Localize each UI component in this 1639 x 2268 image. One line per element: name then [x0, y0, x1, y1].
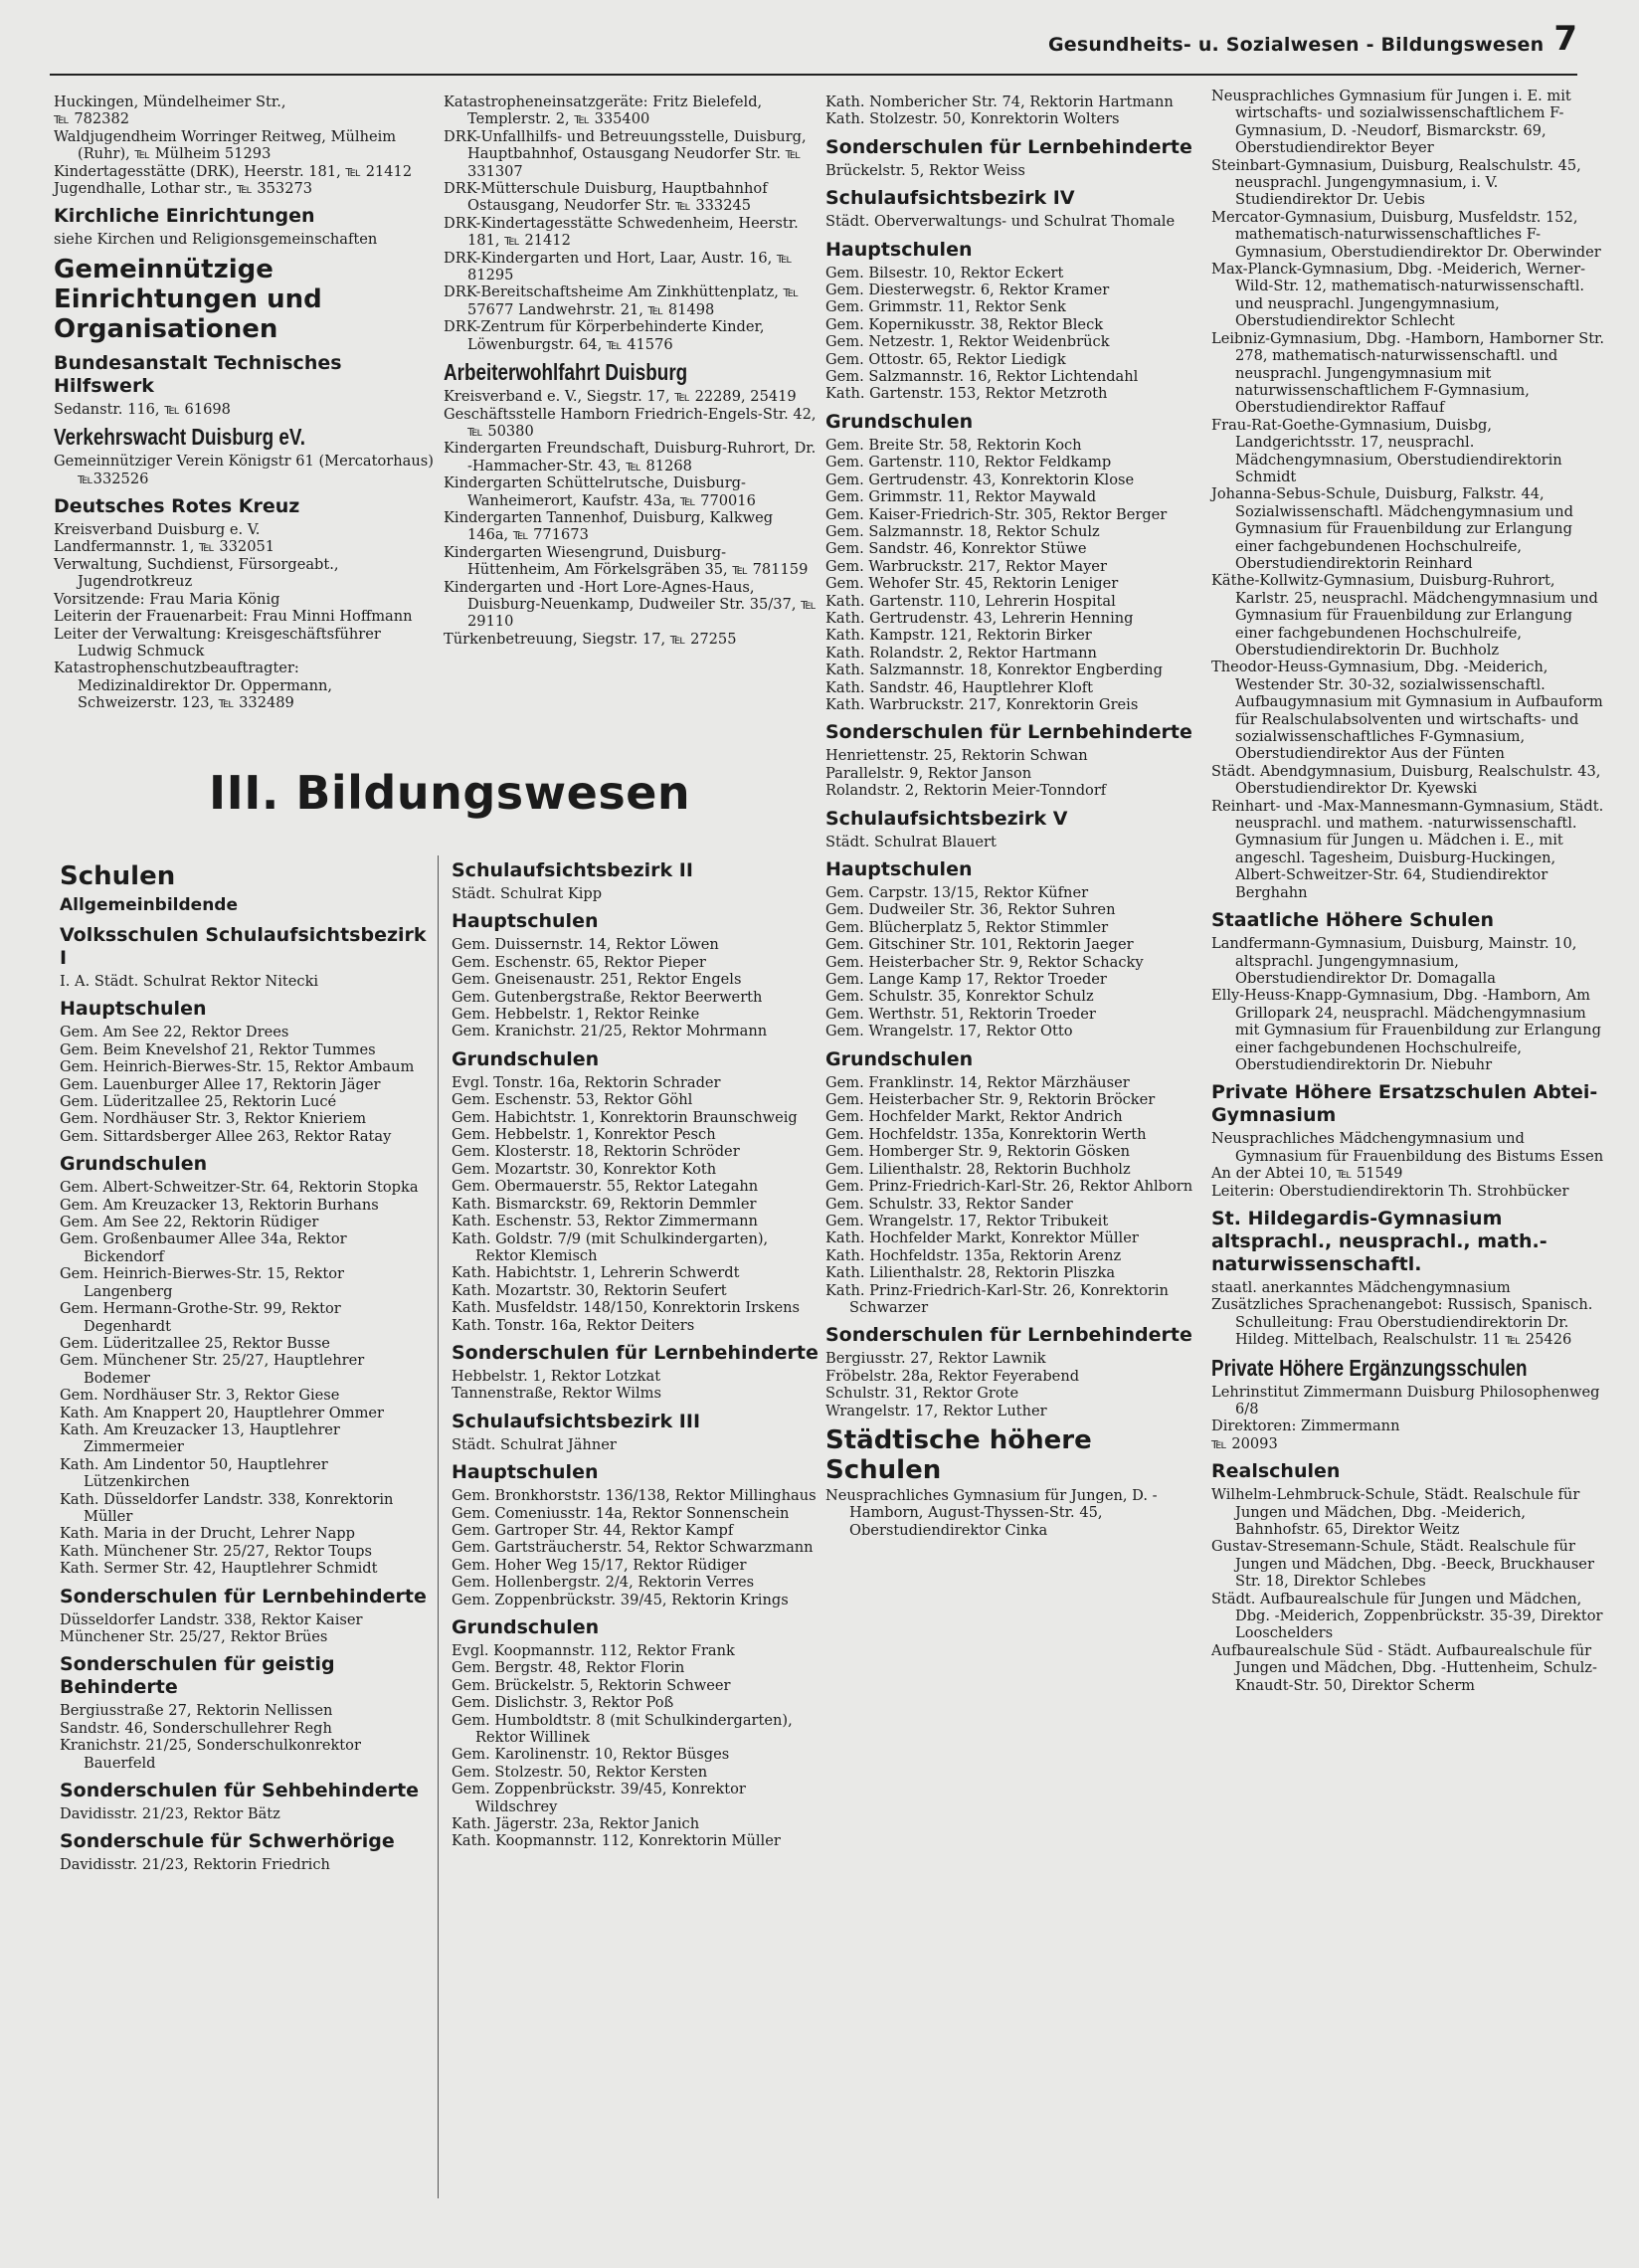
section-heading: Sonderschulen für Sehbehinderte — [60, 1780, 420, 1802]
column-2 — [444, 94, 818, 648]
directory-entry: Kath. Warbruckstr. 217, Konrektorin Greis — [825, 695, 1139, 713]
directory-entry: Huckingen, Mündelheimer Str., — [54, 94, 286, 110]
directory-entry: Kath. Kampstr. 121, Rektorin Birker — [825, 627, 1092, 645]
section-heading: Arbeiterwohlfahrt Duisburg — [444, 359, 688, 386]
directory-entry: Henriettenstr. 25, Rektorin Schwan — [825, 747, 1088, 765]
directory-entry: Neusprachliches Gymnasium für Jungen i. E. mit wirtschafts- und sozialwissenschaftlichem F-Gymnasium, D. -Neudorf, Bismarckstr. 69, Oberstudiendirektor Beyer — [1211, 88, 1571, 157]
directory-entry: Gem. Wrangelstr. 17, Rektor Otto — [825, 1023, 1073, 1040]
directory-entry: siehe Kirchen und Religionsgemeinschaften — [54, 231, 378, 249]
directory-entry: Düsseldorfer Landstr. 338, Rektor Kaiser — [60, 1610, 363, 1628]
directory-entry: Katastrophenschutzbeauftragter: Medizinaldirektor Dr. Oppermann, Schweizerstr. 123, ℡ 332489 — [54, 660, 333, 712]
directory-entry: Kath. Rolandstr. 2, Rektor Hartmann — [825, 644, 1097, 662]
directory-entry: Kath. Prinz-Friedrich-Karl-Str. 26, Konrektorin Schwarzer — [825, 1281, 1169, 1316]
directory-entry: Städt. Schulrat Blauert — [825, 833, 997, 850]
directory-entry: Gem. Werthstr. 51, Rektorin Troeder — [825, 1005, 1096, 1023]
directory-entry: Rolandstr. 2, Rektorin Meier-Tonndorf — [825, 782, 1107, 800]
directory-entry: Gem. Comeniusstr. 14a, Rektor Sonnenschein — [452, 1504, 790, 1522]
directory-entry: Brückelstr. 5, Rektor Weiss — [825, 161, 1025, 179]
directory-entry: Gem. Kopernikusstr. 38, Rektor Bleck — [825, 315, 1104, 333]
directory-entry: Gem. Gartsträucherstr. 54, Rektor Schwarzmann — [452, 1539, 814, 1557]
directory-entry: Verwaltung, Suchdienst, Fürsorgeabt., Jugendrotkreuz — [54, 555, 339, 591]
directory-entry: Gem. Salzmannstr. 16, Rektor Lichtendahl — [825, 368, 1139, 386]
directory-entry: Gem. Humboldtstr. 8 (mit Schulkindergarten), Rektor Willinek — [452, 1711, 793, 1747]
directory-entry: Kranichstr. 21/25, Sonderschulkonrektor Bauerfeld — [60, 1737, 361, 1772]
section-heading: Schulen — [60, 861, 176, 891]
directory-entry: Kath. Gartenstr. 110, Lehrerin Hospital — [825, 592, 1116, 610]
directory-entry: Kath. Mozartstr. 30, Rektorin Seufert — [452, 1281, 727, 1299]
directory-entry: Gem. Sandstr. 46, Konrektor Stüwe — [825, 540, 1087, 558]
section-heading: Sonderschulen für Lernbehinderte — [452, 1341, 819, 1364]
directory-entry: Gem. Großenbaumer Allee 34a, Rektor Bickendorf — [60, 1230, 347, 1265]
directory-entry: Geschäftsstelle Hamborn Friedrich-Engels-Str. 42, ℡ 50380 — [444, 405, 817, 440]
directory-entry: Wilhelm-Lehmbruck-Schule, Städt. Realschule für Jungen und Mädchen, Dbg. -Meiderich, Bahnhofstr. 65, Direktor Weitz — [1211, 1486, 1580, 1539]
directory-entry: Fröbelstr. 28a, Rektor Feyerabend — [825, 1367, 1080, 1385]
directory-entry: Gem. Hermann-Grothe-Str. 99, Rektor Degenhardt — [60, 1300, 341, 1335]
section-heading: Grundschulen — [825, 410, 974, 433]
directory-entry: Sandstr. 46, Sonderschullehrer Regh — [60, 1719, 332, 1737]
directory-entry: DRK-Mütterschule Duisburg, Hauptbahnhof Ostausgang, Neudorfer Str. ℡ 333245 — [444, 180, 768, 215]
section-heading: Schulaufsichtsbezirk V — [825, 807, 1068, 830]
directory-entry: Reinhart- und -Max-Mannesmann-Gymnasium, Städt. neusprachl. und mathem. -naturwissenschaftl. Gymnasium für Jungen u. Mädchen i. E., mit angeschl. Tagesheim, Duisburg-Huckingen, Albert-Schweitzer-Str. 64, Studiendirektor Berghahn — [1211, 797, 1604, 901]
directory-entry: Evgl. Tonstr. 16a, Rektorin Schrader — [452, 1073, 721, 1091]
directory-entry: Kath. Sandstr. 46, Hauptlehrer Kloft — [825, 678, 1094, 696]
running-header — [1047, 19, 1577, 59]
section-heading: Private Höhere Ersatzschulen Abtei-Gymnasium — [1211, 1081, 1598, 1127]
section-heading: Sonderschulen für Lernbehinderte — [825, 1324, 1192, 1347]
directory-entry: Gem. Am Kreuzacker 13, Rektorin Burhans — [60, 1196, 379, 1214]
directory-entry: Städt. Abendgymnasium, Duisburg, Realschulstr. 43, Oberstudiendirektor Dr. Kyewski — [1211, 762, 1601, 798]
directory-entry: Gem. Sittardsberger Allee 263, Rektor Ratay — [60, 1127, 392, 1145]
directory-entry: Neusprachliches Mädchengymnasium und Gymnasium für Frauenbildung des Bistums Essen — [1211, 1130, 1604, 1165]
directory-entry: Kindergarten Schüttelrutsche, Duisburg-Wanheimerort, Kaufstr. 43a, ℡ 770016 — [444, 474, 756, 509]
directory-entry: Münchener Str. 25/27, Rektor Brües — [60, 1628, 328, 1645]
section-heading: Bundesanstalt Technisches Hilfswerk — [54, 351, 342, 397]
directory-entry: Gem. Brückelstr. 5, Rektorin Schweer — [452, 1676, 731, 1694]
directory-entry: Hebbelstr. 1, Rektor Lotzkat — [452, 1367, 661, 1385]
directory-entry: Türkenbetreuung, Siegstr. 17, ℡ 27255 — [444, 630, 737, 648]
directory-entry: Städt. Schulrat Jähner — [452, 1435, 617, 1453]
directory-entry: Gemeinnütziger Verein Königstr 61 (Mercatorhaus) ℡332526 — [54, 453, 434, 487]
directory-entry: Käthe-Kollwitz-Gymnasium, Duisburg-Ruhrort, Karlstr. 25, neusprachl. Mädchengymnasium und Gymnasium für Frauenbildung zur Erlangung einer fachgebundenen Hochschulreife, Oberstudiendirektorin Dr. Buchholz — [1211, 572, 1598, 659]
directory-entry: Gem. Lüderitzallee 25, Rektor Busse — [60, 1334, 330, 1352]
directory-entry: Steinbart-Gymnasium, Duisburg, Realschulstr. 45, neusprachl. Jungengymnasium, i. V. Studiendirektor Dr. Uebis — [1211, 156, 1581, 209]
directory-entry: Gem. Breite Str. 58, Rektorin Koch — [825, 436, 1082, 454]
directory-entry: An der Abtei 10, ℡ 51549 — [1211, 1165, 1403, 1183]
directory-entry: Gem. Hollenbergstr. 2/4, Rektorin Verres — [452, 1574, 755, 1592]
column-1 — [54, 94, 434, 712]
directory-entry: Kath. Lilienthalstr. 28, Rektorin Pliszka — [825, 1264, 1116, 1282]
directory-entry: Gem. Gertrudenstr. 43, Konrektorin Klose — [825, 471, 1135, 488]
directory-entry: Gem. Kranichstr. 21/25, Rektor Mohrmann — [452, 1023, 768, 1040]
directory-entry: Gem. Lauenburger Allee 17, Rektorin Jäger — [60, 1075, 381, 1093]
directory-entry: Neusprachliches Gymnasium für Jungen, D. -Hamborn, August-Thyssen-Str. 45, Oberstudiendirektor Cinka — [825, 1486, 1158, 1539]
directory-entry: Gem. Am See 22, Rektor Drees — [60, 1024, 289, 1041]
directory-entry: Gem. Gitschiner Str. 101, Rektorin Jaeger — [825, 936, 1134, 954]
directory-entry: Gem. Am See 22, Rektorin Rüdiger — [60, 1214, 319, 1231]
directory-entry: Kath. Nombericher Str. 74, Rektorin Hartmann — [825, 94, 1174, 110]
directory-entry: Gem. Salzmannstr. 18, Rektor Schulz — [825, 522, 1100, 540]
directory-entry: Gem. Hebbelstr. 1, Rektor Reinke — [452, 1006, 700, 1024]
directory-entry: Max-Planck-Gymnasium, Dbg. -Meiderich, Werner-Wild-Str. 12, mathematisch-naturwissenschaftl. und neusprachl. Jungengymnasium, Oberstudiendirektor Schlecht — [1211, 261, 1586, 330]
section-heading: Städtische höhere Schulen — [825, 1424, 1092, 1485]
directory-entry: Gem. Heinrich-Bierwes-Str. 15, Rektor Ambaum — [60, 1058, 415, 1076]
directory-entry: Kreisverband Duisburg e. V. — [54, 521, 261, 539]
directory-entry: Gem. Gneisenaustr. 251, Rektor Engels — [452, 971, 742, 989]
section-heading: Volksschulen Schulaufsichtsbezirk I — [60, 924, 427, 969]
directory-entry: Kreisverband e. V., Siegstr. 17, ℡ 22289, 25419 — [444, 388, 797, 406]
directory-entry: Gem. Carpstr. 13/15, Rektor Küfner — [825, 884, 1089, 901]
directory-entry: Gem. Mozartstr. 30, Konrektor Koth — [452, 1160, 717, 1178]
section-heading: Grundschulen — [452, 1616, 600, 1638]
directory-entry: Gem. Schulstr. 33, Rektor Sander — [825, 1195, 1073, 1213]
column-6 — [452, 851, 821, 1850]
section-heading: Grundschulen — [452, 1047, 600, 1070]
directory-entry: Leibniz-Gymnasium, Dbg. -Hamborn, Hamborner Str. 278, mathematisch-naturwissenschaftl. und neusprachl. Jungengymnasium mit naturwissenschaftlichem F-Gymnasium, Oberstudiendirektor Raffauf — [1211, 329, 1605, 417]
directory-entry: Kath. Hochfelder Markt, Konrektor Müller — [825, 1229, 1139, 1247]
running-title: Gesundheits- u. Sozialwesen - Bildungswesen — [1047, 34, 1545, 56]
directory-entry: Mercator-Gymnasium, Duisburg, Musfeldstr. 152, mathematisch-naturwissenschaftliches F-Gymnasium, Oberstudiendirektor Dr. Oberwinder — [1211, 208, 1601, 261]
directory-entry: Kath. Musfeldstr. 148/150, Konrektorin Irskens — [452, 1299, 801, 1317]
directory-entry: Gem. Hoher Weg 15/17, Rektor Rüdiger — [452, 1556, 747, 1574]
directory-entry: Gem. Prinz-Friedrich-Karl-Str. 26, Rektor Ahlborn — [825, 1178, 1193, 1196]
directory-entry: Gem. Nordhäuser Str. 3, Rektor Giese — [60, 1387, 340, 1405]
section-heading: Hauptschulen — [452, 910, 599, 933]
section-heading: Hauptschulen — [60, 998, 207, 1021]
directory-entry: Gem. Netzestr. 1, Rektor Weidenbrück — [825, 333, 1110, 351]
directory-entry: Kath. Tonstr. 16a, Rektor Deiters — [452, 1316, 695, 1334]
directory-entry: Zusätzliches Sprachenangebot: Russisch, Spanisch. Schulleitung: Frau Oberstudiendirektorin Dr. Hildeg. Mittelbach, Realschulstr. 11 ℡ 25426 — [1211, 1296, 1593, 1349]
directory-entry: DRK-Kindertagesstätte Schwedenheim, Heerstr. 181, ℡ 21412 — [444, 214, 799, 250]
directory-entry: Kath. Düsseldorfer Landstr. 338, Konrektorin Müller — [60, 1490, 394, 1525]
directory-entry: ℡ 782382 — [54, 110, 130, 128]
directory-entry: Gem. Lange Kamp 17, Rektor Troeder — [825, 971, 1107, 989]
directory-entry: Gem. Bilsestr. 10, Rektor Eckert — [825, 264, 1064, 282]
header-rule — [50, 74, 1577, 76]
directory-entry: Vorsitzende: Frau Maria König — [54, 590, 280, 608]
directory-entry: Gem. Klosterstr. 18, Rektorin Schröder — [452, 1143, 740, 1161]
directory-entry: Leiterin der Frauenarbeit: Frau Minni Hoffmann — [54, 608, 413, 626]
directory-entry: Gem. Beim Knevelshof 21, Rektor Tummes — [60, 1040, 376, 1058]
directory-entry: DRK-Zentrum für Körperbehinderte Kinder, Löwenburgstr. 64, ℡ 41576 — [444, 318, 765, 353]
directory-entry: DRK-Unfallhilfs- und Betreuungsstelle, Duisburg, Hauptbahnhof, Ostausgang Neudorfer Str. ℡ 331307 — [444, 127, 807, 180]
directory-entry: Leiter der Verwaltung: Kreisgeschäftsführer Ludwig Schmuck — [54, 625, 381, 660]
directory-entry: Gem. Gutenbergstraße, Rektor Beerwerth — [452, 988, 763, 1006]
directory-entry: Davidisstr. 21/23, Rektor Bätz — [60, 1805, 280, 1823]
section-heading: Verkehrswacht Duisburg eV. — [54, 424, 305, 451]
directory-entry: Kath. Stolzestr. 50, Konrektorin Wolters — [825, 110, 1120, 128]
directory-entry: Lehrinstitut Zimmermann Duisburg Philosophenweg 6/8 — [1211, 1383, 1600, 1418]
directory-entry: Gem. Hebbelstr. 1, Konrektor Pesch — [452, 1126, 716, 1144]
directory-entry: Kath. Am Knappert 20, Hauptlehrer Ommer — [60, 1404, 385, 1421]
section-heading: Hauptschulen — [825, 858, 973, 880]
directory-entry: Gem. Schulstr. 35, Konrektor Schulz — [825, 988, 1094, 1006]
directory-entry: Städt. Schulrat Kipp — [452, 885, 603, 902]
directory-entry: Kath. Hochfeldstr. 135a, Rektorin Arenz — [825, 1246, 1122, 1264]
directory-entry: Gem. Wrangelstr. 17, Rektor Tribukeit — [825, 1212, 1109, 1229]
section-heading: Hauptschulen — [825, 238, 973, 261]
directory-entry: Katastropheneinsatzgeräte: Fritz Bielefeld, Templerstr. 2, ℡ 335400 — [444, 94, 763, 128]
directory-entry: Parallelstr. 9, Rektor Janson — [825, 764, 1032, 782]
section-heading: Gemeinnützige Einrichtungen und Organisationen — [54, 254, 322, 344]
directory-entry: Gem. Duissernstr. 14, Rektor Löwen — [452, 936, 719, 954]
section-heading: Schulaufsichtsbezirk IV — [825, 187, 1075, 210]
directory-entry: Gem. Obermauerstr. 55, Rektor Lategahn — [452, 1178, 759, 1196]
directory-entry: Johanna-Sebus-Schule, Duisburg, Falkstr. 44, Sozialwissenschaftl. Mädchengymnasium und Gymnasium für Frauenbildung zur Erlangung einer fachgebundenen Hochschulreife, Oberstudiendirektorin Reinhard — [1211, 485, 1573, 572]
section-heading: Realschulen — [1211, 1460, 1341, 1483]
directory-entry: Gem. Dudweiler Str. 36, Rektor Suhren — [825, 901, 1116, 919]
directory-entry: Schulstr. 31, Rektor Grote — [825, 1385, 1019, 1403]
directory-entry: Gem. Nordhäuser Str. 3, Rektor Knieriem — [60, 1110, 367, 1128]
directory-entry: Kindergarten Tannenhof, Duisburg, Kalkweg 146a, ℡ 771673 — [444, 508, 774, 544]
directory-entry: Gem. Habichtstr. 1, Konrektorin Braunschweig — [452, 1108, 798, 1126]
directory-entry: Frau-Rat-Goethe-Gymnasium, Duisbg, Landgerichtsstr. 17, neusprachl. Mädchengymnasium, Oberstudiendirektorin Schmidt — [1211, 416, 1562, 485]
section-heading: Sonderschulen für Lernbehinderte — [825, 135, 1192, 158]
directory-entry: Gem. Lüderitzallee 25, Rektorin Lucé — [60, 1093, 337, 1111]
column-5 — [60, 855, 432, 1874]
directory-entry: Gem. Bronkhorststr. 136/138, Rektor Millinghaus — [452, 1487, 817, 1505]
section-heading: Staatliche Höhere Schulen — [1211, 909, 1494, 932]
directory-entry: Elly-Heuss-Knapp-Gymnasium, Dbg. -Hamborn, Am Grillopark 24, neusprachl. Mädchengymnasium mit Gymnasium für Frauenbildung zur Erlangung einer fachgebundenen Hochschulreife, Oberstudiendirektorin Dr. Niebuhr — [1211, 987, 1601, 1073]
directory-entry: Gem. Gartroper Str. 44, Rektor Kampf — [452, 1521, 734, 1539]
directory-entry: Waldjugendheim Worringer Reitweg, Mülheim (Ruhr), ℡ Mülheim 51293 — [54, 127, 397, 163]
directory-entry: Gem. Warbruckstr. 217, Rektor Mayer — [825, 557, 1107, 575]
directory-entry: Gem. Grimmstr. 11, Rektor Senk — [825, 298, 1066, 316]
directory-entry: Landfermann-Gymnasium, Duisburg, Mainstr. 10, altsprachl. Jungengymnasium, Oberstudiendirektor Dr. Domagalla — [1211, 935, 1577, 987]
directory-entry: Kindertagesstätte (DRK), Heerstr. 181, ℡ 21412 — [54, 162, 413, 180]
column-divider — [438, 855, 439, 2198]
directory-entry: Gem. Hochfeldstr. 135a, Konrektorin Werth — [825, 1125, 1147, 1143]
directory-entry: Kath. Goldstr. 7/9 (mit Schulkindergarten), Rektor Klemisch — [452, 1229, 769, 1264]
directory-entry: Leiterin: Oberstudiendirektorin Th. Strohbücker — [1211, 1182, 1569, 1200]
section-heading: Private Höhere Ergänzungsschulen — [1211, 1354, 1528, 1381]
directory-entry: Kath. Habichtstr. 1, Lehrerin Schwerdt — [452, 1264, 740, 1282]
directory-entry: Gem. Zoppenbrückstr. 39/45, Konrektor Wildschrey — [452, 1781, 746, 1815]
directory-entry: Kath. Münchener Str. 25/27, Rektor Toups — [60, 1542, 372, 1560]
directory-entry: Kath. Maria in der Drucht, Lehrer Napp — [60, 1525, 355, 1543]
directory-entry: Gem. Zoppenbrückstr. 39/45, Rektorin Krings — [452, 1591, 789, 1608]
directory-entry: Bergiusstraße 27, Rektorin Nellissen — [60, 1702, 333, 1720]
directory-entry: Gem. Gartenstr. 110, Rektor Feldkamp — [825, 454, 1112, 472]
directory-entry: Gem. Lilienthalstr. 28, Rektorin Buchholz — [825, 1160, 1131, 1178]
column-4 — [1211, 88, 1609, 1694]
directory-entry: Gem. Karolinenstr. 10, Rektor Büsges — [452, 1746, 730, 1764]
directory-entry: Kath. Jägerstr. 23a, Rektor Janich — [452, 1815, 700, 1833]
section-heading: Deutsches Rotes Kreuz — [54, 495, 300, 518]
directory-entry: Kath. Koopmannstr. 112, Konrektorin Müller — [452, 1832, 781, 1850]
section-heading: Sonderschulen für geistig Behinderte — [60, 1653, 335, 1699]
directory-entry: Gem. Wehofer Str. 45, Rektorin Leniger — [825, 575, 1119, 593]
directory-entry: Davidisstr. 21/23, Rektorin Friedrich — [60, 1856, 330, 1874]
directory-entry: Aufbaurealschule Süd - Städt. Aufbaurealschule für Jungen und Mädchen, Dbg. -Huttenheim, Schulz-Knaudt-Str. 50, Direktor Scherm — [1211, 1641, 1597, 1694]
directory-entry: Gem. Münchener Str. 25/27, Hauptlehrer Bodemer — [60, 1352, 365, 1387]
directory-entry: Gem. Diesterwegstr. 6, Rektor Kramer — [825, 282, 1110, 299]
section-heading: Grundschulen — [825, 1047, 974, 1070]
directory-entry: staatl. anerkanntes Mädchengymnasium — [1211, 1278, 1511, 1296]
directory-entry: Städt. Aufbaurealschule für Jungen und Mädchen, Dbg. -Meiderich, Zoppenbrückstr. 35-39, Direktor Looschelders — [1211, 1590, 1603, 1642]
directory-entry: Gem. Heisterbacher Str. 9, Rektorin Bröcker — [825, 1091, 1156, 1109]
directory-entry: Gem. Eschenstr. 65, Rektor Pieper — [452, 953, 706, 971]
section-heading: Grundschulen — [60, 1153, 208, 1176]
directory-entry: Kath. Am Kreuzacker 13, Hauptlehrer Zimmermeier — [60, 1420, 340, 1456]
directory-entry: Kindergarten Wiesengrund, Duisburg-Hüttenheim, Am Förkelsgräben 35, ℡ 781159 — [444, 543, 809, 579]
section-heading: Sonderschule für Schwerhörige — [60, 1830, 395, 1853]
directory-entry: Gem. Heisterbacher Str. 9, Rektor Schacky — [825, 953, 1144, 971]
directory-entry: Gem. Homberger Str. 9, Rektorin Gösken — [825, 1143, 1130, 1161]
directory-entry: Gem. Kaiser-Friedrich-Str. 305, Rektor Berger — [825, 505, 1168, 523]
directory-entry: Gem. Stolzestr. 50, Rektor Kersten — [452, 1763, 708, 1781]
directory-entry: Landfermannstr. 1, ℡ 332051 — [54, 538, 275, 556]
directory-entry: Kath. Gartenstr. 153, Rektor Metzroth — [825, 385, 1108, 403]
directory-entry: Kath. Eschenstr. 53, Rektor Zimmermann — [452, 1213, 758, 1230]
directory-entry: Gem. Heinrich-Bierwes-Str. 15, Rektor Langenberg — [60, 1265, 344, 1300]
directory-entry: Gem. Hochfelder Markt, Rektor Andrich — [825, 1108, 1123, 1126]
directory-entry: I. A. Städt. Schulrat Rektor Nitecki — [60, 973, 319, 990]
directory-entry: DRK-Bereitschaftsheime Am Zinkhüttenplatz, ℡ 57677 Landwehrstr. 21, ℡ 81498 — [444, 284, 800, 318]
directory-entry: Bergiusstr. 27, Rektor Lawnik — [825, 1350, 1046, 1368]
section-heading: Hauptschulen — [452, 1461, 599, 1484]
directory-entry: Direktoren: Zimmermann — [1211, 1418, 1400, 1435]
directory-entry: Gem. Eschenstr. 53, Rektor Göhl — [452, 1091, 693, 1109]
directory-entry: DRK-Kindergarten und Hort, Laar, Austr. 16, ℡ 81295 — [444, 249, 793, 284]
section-heading: Allgemeinbildende — [60, 895, 239, 915]
section-heading: Sonderschulen für Lernbehinderte — [60, 1585, 427, 1607]
section-heading: Schulaufsichtsbezirk III — [452, 1410, 701, 1432]
directory-entry: Kath. Gertrudenstr. 43, Lehrerin Henning — [825, 609, 1134, 627]
directory-entry: Gustav-Stresemann-Schule, Städt. Realschule für Jungen und Mädchen, Dbg. -Beeck, Bruckhauser Str. 18, Direktor Schlebes — [1211, 1538, 1594, 1591]
directory-entry: Gem. Grimmstr. 11, Rektor Maywald — [825, 488, 1097, 506]
column-3 — [825, 94, 1195, 1539]
section-title: III. Bildungswesen — [209, 766, 691, 820]
section-heading: Kirchliche Einrichtungen — [54, 205, 315, 228]
directory-entry: Gem. Albert-Schweitzer-Str. 64, Rektorin Stopka — [60, 1179, 419, 1197]
directory-entry: Kath. Salzmannstr. 18, Konrektor Engberding — [825, 662, 1163, 679]
section-heading: Schulaufsichtsbezirk II — [452, 859, 693, 881]
directory-entry: Jugendhalle, Lothar str., ℡ 353273 — [54, 180, 313, 198]
section-heading: St. Hildegardis-Gymnasium altsprachl., neusprachl., math.-naturwissenschaftl. — [1211, 1207, 1548, 1275]
directory-entry: Städt. Oberverwaltungs- und Schulrat Thomale — [825, 213, 1176, 231]
directory-entry: Sedanstr. 116, ℡ 61698 — [54, 400, 231, 418]
directory-entry: Wrangelstr. 17, Rektor Luther — [825, 1402, 1047, 1419]
directory-entry: Kath. Am Lindentor 50, Hauptlehrer Lützenkirchen — [60, 1455, 328, 1491]
directory-entry: Tannenstraße, Rektor Wilms — [452, 1385, 661, 1403]
directory-entry: Theodor-Heuss-Gymnasium, Dbg. -Meiderich, Westender Str. 30-32, sozialwissenschaftl. Aufbaugymnasium mit Gymnasium in Aufbauform für Realschulabsolventen und wirtschafts- und sozialwissenschaftliches F-Gymnasium, Oberstudiendirektor Aus der Fünten — [1211, 659, 1603, 763]
directory-entry: Kindergarten Freundschaft, Duisburg-Ruhrort, Dr. -Hammacher-Str. 43, ℡ 81268 — [444, 440, 817, 474]
section-heading: Sonderschulen für Lernbehinderte — [825, 721, 1192, 744]
directory-entry: Gem. Blücherplatz 5, Rektor Stimmler — [825, 918, 1109, 936]
directory-entry: Kindergarten und -Hort Lore-Agnes-Haus, Duisburg-Neuenkamp, Dudweiler Str. 35/37, ℡ 29110 — [444, 578, 817, 631]
directory-entry: Kath. Sermer Str. 42, Hauptlehrer Schmidt — [60, 1560, 378, 1578]
directory-entry: Gem. Ottostr. 65, Rektor Liedigk — [825, 350, 1066, 368]
page-number: 7 — [1553, 19, 1577, 59]
directory-entry: Gem. Bergstr. 48, Rektor Florin — [452, 1659, 685, 1677]
directory-entry: Kath. Bismarckstr. 69, Rektorin Demmler — [452, 1195, 757, 1213]
directory-entry: Evgl. Koopmannstr. 112, Rektor Frank — [452, 1642, 735, 1659]
directory-entry: Gem. Dislichstr. 3, Rektor Poß — [452, 1694, 674, 1712]
directory-entry: Gem. Franklinstr. 14, Rektor Märzhäuser — [825, 1073, 1130, 1091]
directory-entry: ℡ 20093 — [1211, 1434, 1278, 1452]
